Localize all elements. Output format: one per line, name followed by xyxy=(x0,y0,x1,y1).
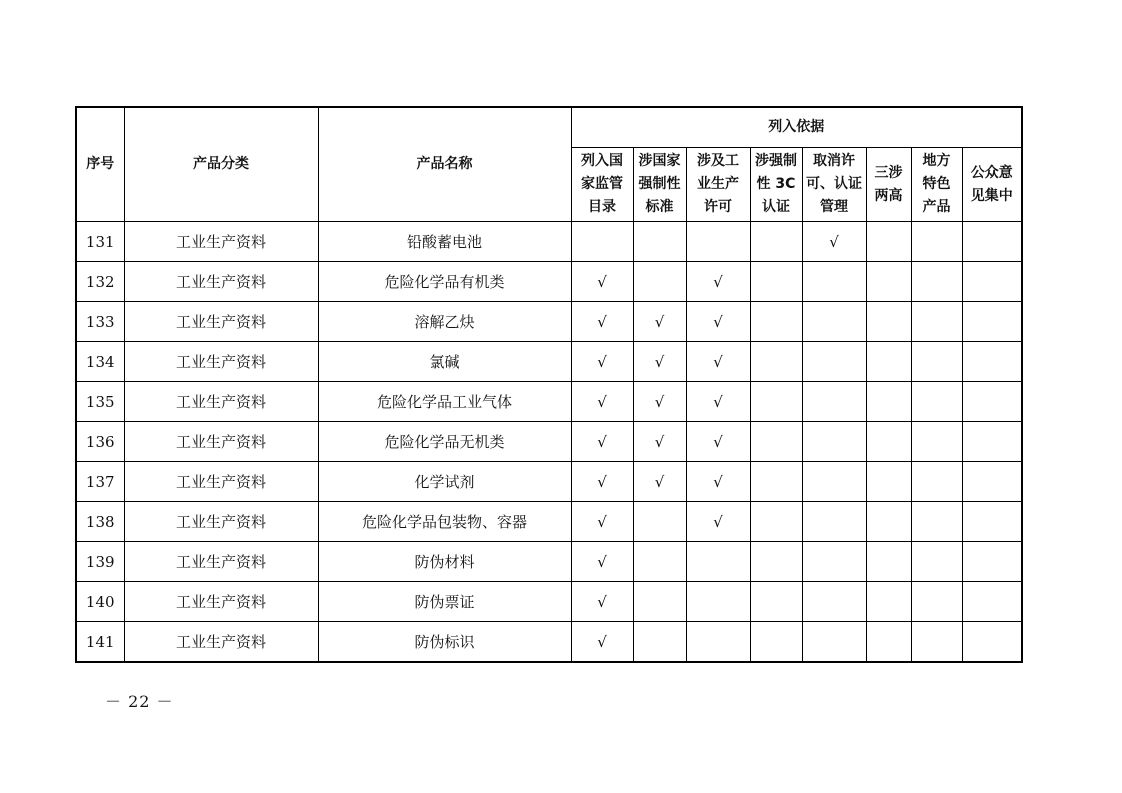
row-category: 工业生产资料 xyxy=(124,222,318,262)
header-basis-col-4 xyxy=(750,148,802,222)
check-mark-cell xyxy=(911,342,962,382)
header-line: 标准 xyxy=(645,199,674,215)
header-category: 产品分类 xyxy=(124,107,318,222)
header-line: 取消许 xyxy=(813,153,855,169)
table-row xyxy=(76,422,1022,462)
check-mark-cell xyxy=(962,422,1022,462)
check-mark-cell xyxy=(802,302,866,342)
product-table xyxy=(75,106,1023,663)
check-mark-cell: √ xyxy=(571,582,633,622)
check-mark-cell xyxy=(962,582,1022,622)
check-mark-cell: √ xyxy=(571,622,633,663)
row-product-name: 铅酸蓄电池 xyxy=(318,222,571,262)
row-category: 工业生产资料 xyxy=(124,262,318,302)
check-mark-cell xyxy=(911,582,962,622)
check-mark-cell xyxy=(962,622,1022,663)
check-mark-cell xyxy=(911,422,962,462)
check-mark-cell xyxy=(866,262,911,302)
check-mark-cell xyxy=(750,462,802,502)
check-mark-cell xyxy=(962,462,1022,502)
check-mark-cell xyxy=(686,582,750,622)
check-mark-cell: √ xyxy=(686,422,750,462)
row-no: 135 xyxy=(76,382,124,422)
header-product-name: 产品名称 xyxy=(318,107,571,222)
row-no: 134 xyxy=(76,342,124,382)
check-mark-cell: √ xyxy=(571,542,633,582)
check-mark-cell xyxy=(962,222,1022,262)
row-product-name: 防伪标识 xyxy=(318,622,571,663)
header-line: 认证 xyxy=(762,199,790,215)
table-row xyxy=(76,582,1022,622)
check-mark-cell xyxy=(633,222,686,262)
check-mark-cell xyxy=(866,542,911,582)
row-product-name: 化学试剂 xyxy=(318,462,571,502)
row-no: 131 xyxy=(76,222,124,262)
check-mark-cell xyxy=(911,502,962,542)
check-mark-cell xyxy=(866,342,911,382)
header-line: 两高 xyxy=(874,187,903,204)
row-category: 工业生产资料 xyxy=(124,542,318,582)
row-no: 133 xyxy=(76,302,124,342)
check-mark-cell xyxy=(962,502,1022,542)
row-category: 工业生产资料 xyxy=(124,302,318,342)
check-mark-cell xyxy=(802,382,866,422)
table-row xyxy=(76,622,1022,663)
check-mark-cell xyxy=(802,622,866,663)
header-basis: 列入依据 xyxy=(571,107,1022,148)
check-mark-cell: √ xyxy=(686,302,750,342)
row-product-name: 危险化学品无机类 xyxy=(318,422,571,462)
header-line: 许可 xyxy=(704,199,732,215)
check-mark-cell xyxy=(750,302,802,342)
row-product-name: 溶解乙炔 xyxy=(318,302,571,342)
check-mark-cell xyxy=(911,622,962,663)
check-mark-cell: √ xyxy=(633,382,686,422)
header-line: 家监管 xyxy=(581,176,623,192)
check-mark-cell xyxy=(866,382,911,422)
row-category: 工业生产资料 xyxy=(124,502,318,542)
row-category: 工业生产资料 xyxy=(124,582,318,622)
row-product-name: 氯碱 xyxy=(318,342,571,382)
header-line: 管理 xyxy=(820,199,848,215)
check-mark-cell xyxy=(866,502,911,542)
check-mark-cell: √ xyxy=(633,462,686,502)
check-mark-cell xyxy=(962,542,1022,582)
row-category: 工业生产资料 xyxy=(124,422,318,462)
row-product-name: 危险化学品工业气体 xyxy=(318,382,571,422)
header-line: 列入国 xyxy=(581,153,623,169)
check-mark-cell xyxy=(571,222,633,262)
check-mark-cell xyxy=(802,342,866,382)
check-mark-cell xyxy=(866,302,911,342)
row-no: 137 xyxy=(76,462,124,502)
table-row xyxy=(76,502,1022,542)
check-mark-cell xyxy=(750,382,802,422)
header-line: 性 3C xyxy=(756,176,796,192)
check-mark-cell xyxy=(866,462,911,502)
header-line: 三涉 xyxy=(874,164,903,181)
check-mark-cell xyxy=(802,582,866,622)
check-mark-cell xyxy=(633,502,686,542)
check-mark-cell: √ xyxy=(571,382,633,422)
row-no: 140 xyxy=(76,582,124,622)
check-mark-cell xyxy=(633,582,686,622)
check-mark-cell: √ xyxy=(633,422,686,462)
check-mark-cell xyxy=(911,262,962,302)
header-line: 强制性 xyxy=(638,176,681,192)
row-product-name: 危险化学品有机类 xyxy=(318,262,571,302)
check-mark-cell xyxy=(633,262,686,302)
check-mark-cell xyxy=(686,622,750,663)
row-no: 139 xyxy=(76,542,124,582)
check-mark-cell: √ xyxy=(686,382,750,422)
header-basis-col-5 xyxy=(802,148,866,222)
row-category: 工业生产资料 xyxy=(124,382,318,422)
check-mark-cell xyxy=(802,462,866,502)
check-mark-cell xyxy=(750,622,802,663)
check-mark-cell: √ xyxy=(686,262,750,302)
check-mark-cell xyxy=(750,582,802,622)
check-mark-cell: √ xyxy=(633,302,686,342)
row-product-name: 防伪票证 xyxy=(318,582,571,622)
check-mark-cell: √ xyxy=(686,342,750,382)
check-mark-cell xyxy=(686,222,750,262)
row-no: 141 xyxy=(76,622,124,663)
check-mark-cell: √ xyxy=(686,502,750,542)
row-product-name: 危险化学品包装物、容器 xyxy=(318,502,571,542)
header-line: 公众意 xyxy=(970,164,1013,181)
check-mark-cell xyxy=(750,422,802,462)
header-seq: 序号 xyxy=(76,107,124,222)
header-line: 业生产 xyxy=(697,176,739,192)
row-category: 工业生产资料 xyxy=(124,462,318,502)
check-mark-cell: √ xyxy=(686,462,750,502)
row-category: 工业生产资料 xyxy=(124,622,318,663)
header-line: 涉及工 xyxy=(697,153,739,169)
table-row xyxy=(76,382,1022,422)
check-mark-cell xyxy=(802,542,866,582)
check-mark-cell xyxy=(962,382,1022,422)
check-mark-cell xyxy=(866,222,911,262)
check-mark-cell xyxy=(911,302,962,342)
check-mark-cell: √ xyxy=(571,502,633,542)
row-no: 132 xyxy=(76,262,124,302)
table-row xyxy=(76,302,1022,342)
check-mark-cell: √ xyxy=(571,262,633,302)
check-mark-cell xyxy=(750,502,802,542)
check-mark-cell: √ xyxy=(633,342,686,382)
check-mark-cell xyxy=(802,262,866,302)
header-basis-col-1 xyxy=(571,148,633,222)
header-basis-col-8 xyxy=(962,148,1022,222)
check-mark-cell xyxy=(750,342,802,382)
row-no: 136 xyxy=(76,422,124,462)
check-mark-cell xyxy=(802,502,866,542)
row-no: 138 xyxy=(76,502,124,542)
check-mark-cell: √ xyxy=(571,422,633,462)
check-mark-cell xyxy=(686,542,750,582)
table-row xyxy=(76,262,1022,302)
row-product-name: 防伪材料 xyxy=(318,542,571,582)
header-line: 地方 xyxy=(922,153,951,169)
row-category: 工业生产资料 xyxy=(124,342,318,382)
header-line: 目录 xyxy=(588,199,616,215)
table-row xyxy=(76,462,1022,502)
check-mark-cell xyxy=(750,262,802,302)
header-line: 可、认证 xyxy=(806,176,862,192)
header-line: 涉强制 xyxy=(755,153,797,169)
check-mark-cell xyxy=(962,262,1022,302)
table-row xyxy=(76,222,1022,262)
check-mark-cell: √ xyxy=(571,302,633,342)
check-mark-cell xyxy=(866,582,911,622)
header-basis-col-7 xyxy=(911,148,962,222)
check-mark-cell xyxy=(911,542,962,582)
check-mark-cell xyxy=(633,542,686,582)
check-mark-cell: √ xyxy=(571,462,633,502)
check-mark-cell xyxy=(866,422,911,462)
header-line: 产品 xyxy=(922,199,951,215)
check-mark-cell xyxy=(962,342,1022,382)
check-mark-cell: √ xyxy=(802,222,866,262)
header-line: 涉国家 xyxy=(638,153,681,169)
check-mark-cell xyxy=(911,382,962,422)
check-mark-cell xyxy=(962,302,1022,342)
header-line: 特色 xyxy=(922,176,951,192)
header-line: 见集中 xyxy=(970,187,1013,204)
table-row xyxy=(76,542,1022,582)
check-mark-cell xyxy=(802,422,866,462)
check-mark-cell xyxy=(911,462,962,502)
header-basis-col-3 xyxy=(686,148,750,222)
table-row xyxy=(76,342,1022,382)
check-mark-cell xyxy=(750,542,802,582)
header-basis-col-6 xyxy=(866,148,911,222)
check-mark-cell xyxy=(633,622,686,663)
check-mark-cell xyxy=(750,222,802,262)
check-mark-cell xyxy=(911,222,962,262)
page-number: － 22 － xyxy=(105,692,174,711)
check-mark-cell xyxy=(866,622,911,663)
check-mark-cell: √ xyxy=(571,342,633,382)
header-basis-col-2 xyxy=(633,148,686,222)
